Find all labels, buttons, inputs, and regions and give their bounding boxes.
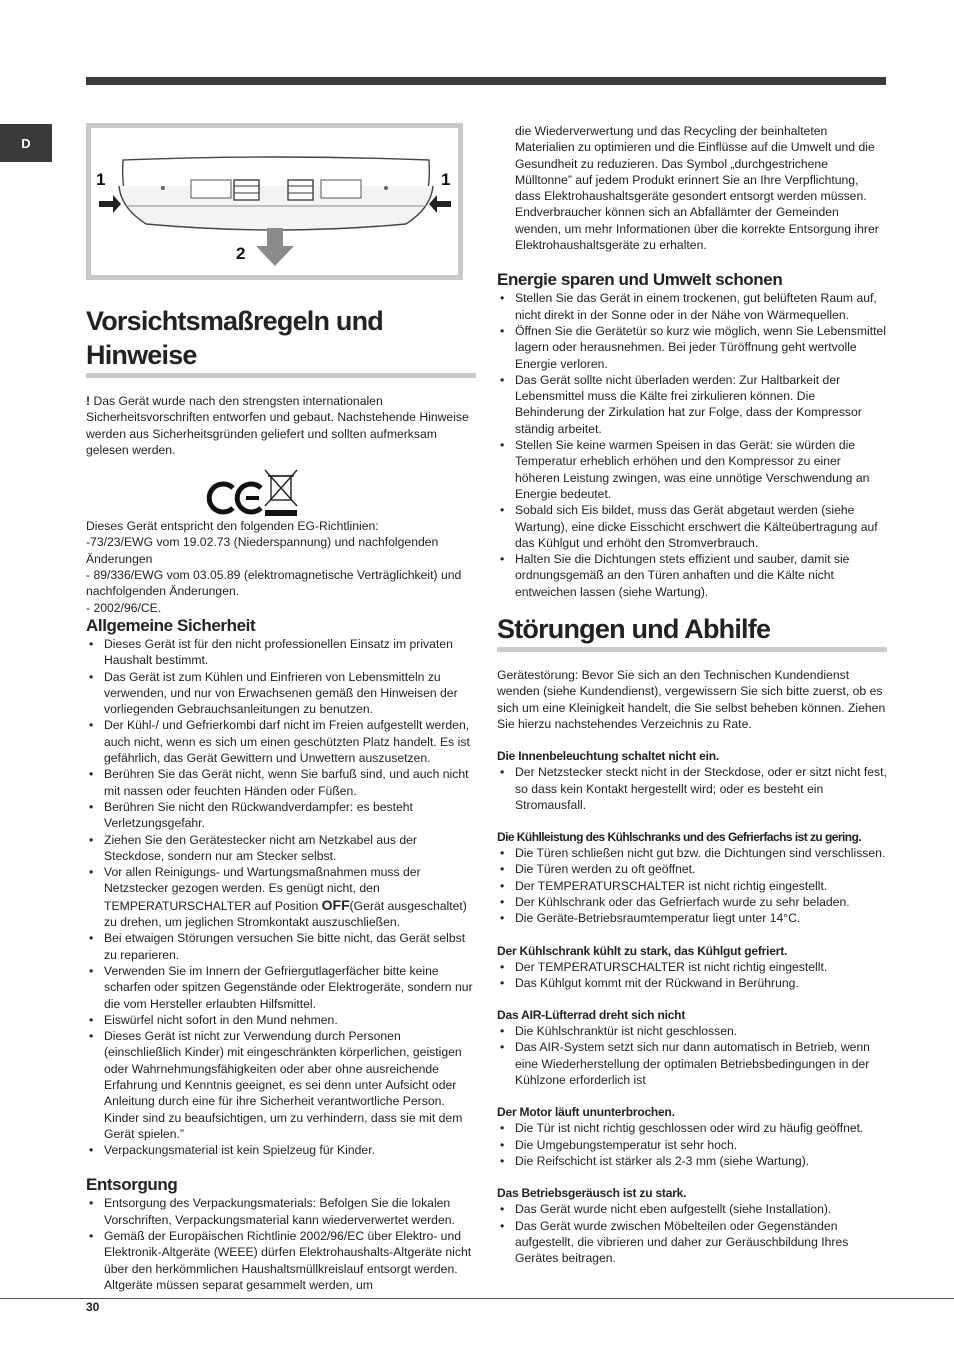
heading-general-safety: Allgemeine Sicherheit [86, 615, 256, 635]
list-item: • Berühren Sie nicht den Rückwandverdampfer: es besteht Verletzungsgefahr. [86, 799, 476, 832]
energy-list [497, 290, 887, 600]
list-item: • Die Geräte-Betriebsraumtemperatur liegt unter 14°C. [497, 910, 887, 926]
list-item: • Der TEMPERATURSCHALTER ist nicht richtig eingestellt. [497, 959, 887, 975]
ce-mark-icon [209, 484, 261, 512]
figure-label-2: 2 [236, 244, 246, 263]
off-text-pre: Vor allen Reinigungs- und Wartungsmaßnahmen muss der Netzstecker gezogen werden. Es genügt nicht, den TEMPERATURSCHALTER auf Position [104, 865, 421, 913]
top-rule [86, 77, 886, 85]
list-item: • Bei etwaigen Störungen versuchen Sie bitte nicht, das Gerät selbst zu reparieren. [86, 930, 476, 963]
list-item: • Halten Sie die Dichtungen stets effizient und sauber, damit sie ordnungsgemäß an den Türen anhaften und die Kälte nicht entweichen lassen (siehe Wartung). [497, 551, 887, 600]
section-title-precautions: Vorsichtsmaßregeln und Hinweise [86, 304, 476, 378]
disposal-continued: die Wiederverwertung und das Recycling der beinhalteten Materialien zu optimieren und die Einflüsse auf die Umwelt und die Gesundheit zu reduzieren. Das Symbol „durchgestrichene Mülltonne” auf jedem Produkt erinnert Sie an Ihre Verpflichtung, dass Elektrohaushaltsgeräte gesondert entsorgt werden müssen. Endverbraucher können sich an Abfallämter der Gemeinden wenden, um mehr Informationen über die korrekte Entsorgung ihrer Elektrohaushaltsgeräte zu erhalten. [515, 124, 879, 253]
directives-block [86, 518, 476, 616]
bottom-rule [0, 1298, 954, 1299]
list-item: • Das AIR-System setzt sich nur dann automatisch in Betrieb, wenn eine Wiederherstellung der optimalen Betriebsbedingungen in der Kühlzone erforderlich ist [497, 1039, 887, 1088]
heading-energy: Energie sparen und Umwelt schonen [497, 270, 783, 290]
list-item: • Eiswürfel nicht sofort in den Mund nehmen. [86, 1012, 476, 1028]
list-item: • Stellen Sie das Gerät in einem trockenen, gut belüfteten Raum auf, nicht direkt in der Sonne oder in der Nähe von Wärmequellen. [497, 290, 887, 323]
fault-heading: Die Innenbeleuchtung schaltet nicht ein. [497, 749, 720, 764]
list-item: • Die Kühlschranktür ist nicht geschlossen. [497, 1023, 887, 1039]
figure-label-1-right: 1 [441, 170, 451, 189]
fault-heading: Das Betriebsgeräusch ist zu stark. [497, 1186, 687, 1201]
list-item: • Die Türen werden zu oft geöffnet. [497, 861, 887, 877]
left-column [86, 304, 476, 1293]
disposal-list [86, 1195, 476, 1293]
list-item: • Ziehen Sie den Gerätestecker nicht am Netzkabel aus der Steckdose, sondern nur am Stecker selbst. [86, 832, 476, 865]
list-item: • Öffnen Sie die Gerätetür so kurz wie möglich, wenn Sie Lebensmittel lagern oder herausnehmen. Bei jeder Türöffnung geht wertvolle Energie verloren. [497, 323, 887, 372]
fault-group [497, 1104, 887, 1169]
warning-mark: ! [86, 394, 91, 408]
lamp-cover-illustration [91, 128, 458, 275]
list-item: • Das Gerät wurde nicht eben aufgestellt (siehe Installation). [497, 1201, 887, 1217]
list-item: • Der Netzstecker steckt nicht in der Steckdose, oder er sitzt nicht fest, so dass kein Kontakt hergestellt wird; oder es besteht ein Stromausfall. [497, 764, 887, 813]
list-item [86, 864, 476, 930]
fault-heading: Der Kühlschrank kühlt zu stark, das Kühlgut gefriert. [497, 943, 788, 958]
list-item: • Die Türen schließen nicht gut bzw. die Dichtungen sind verschlissen. [497, 845, 887, 861]
list-item: • Berühren Sie das Gerät nicht, wenn Sie barfuß sind, und auch nicht mit nassen oder feuchten Händen oder Füßen. [86, 766, 476, 799]
list-item: • Verpackungsmaterial ist kein Spielzeug für Kinder. [86, 1142, 476, 1158]
list-item: • Das Gerät ist zum Kühlen und Einfrieren von Lebensmitteln zu verwenden, und nur von Erwachsenen gemäß den Hinweisen der vorliegenden Gebrauchsanleitungen zu benutzen. [86, 669, 476, 718]
list-item: • Die Reifschicht ist stärker als 2-3 mm (siehe Wartung). [497, 1153, 887, 1169]
list-item: • Der Kühl-/ und Gefrierkombi darf nicht im Freien aufgestellt werden, auch nicht, wenn es sich um einen geschützten Platz handelt. Es ist gefährlich, das Gerät Gewittern und Unwettern auszusetzen. [86, 717, 476, 766]
list-item: • Dieses Gerät ist nicht zur Verwendung durch Personen (einschließlich Kinder) mit eingeschränkten körperlichen, geistigen oder Wahrnehmungsfähigkeiten oder aber ohne ausreichende Erfahrung und Kenntnis geeignet, es sei denn unter Aufsicht oder Anleitung durch eine für ihre Sicherheit verantwortliche Person. Kinder sind zu beaufsichtigen, um zu verhindern, dass sie mit dem Gerät spielen.” [86, 1028, 476, 1142]
lamp-cover-figure [86, 123, 463, 280]
language-tab: D [0, 124, 52, 162]
off-label: OFF [321, 896, 350, 913]
fault-heading: Der Motor läuft ununterbrochen. [497, 1105, 675, 1120]
figure-frame [91, 128, 458, 275]
list-item: • Der Kühlschrank oder das Gefrierfach wurde zu sehr beladen. [497, 894, 887, 910]
off-text-post: (Gerät ausgeschaltet) zu drehen, um jeglichen Stromkontakt auszuschließen. [104, 898, 467, 930]
fault-group [497, 829, 887, 926]
list-item: • Die Tür ist nicht richtig geschlossen oder wird zu häufig geöffnet. [497, 1120, 887, 1136]
directive-line: Dieses Gerät entspricht den folgenden EG-Richtlinien: [86, 519, 379, 534]
fault-heading: Das AIR-Lüfterrad dreht sich nicht [497, 1008, 686, 1023]
fault-group [497, 748, 887, 813]
list-item: • Der TEMPERATURSCHALTER ist nicht richtig eingestellt. [497, 878, 887, 894]
list-item: • Stellen Sie keine warmen Speisen in das Gerät: sie würden die Temperatur erheblich erhöhen und den Kompressor zu einer höheren Leistung zwingen, was eine unnötige Verschwendung an Energie bedeutet. [497, 437, 887, 502]
list-item: • Dieses Gerät ist für den nicht professionellen Einsatz im privaten Haushalt bestimmt. [86, 636, 476, 669]
figure-label-1-left: 1 [96, 170, 106, 189]
list-item: • Entsorgung des Verpackungsmaterials: Befolgen Sie die lokalen Vorschriften, Verpackungsmaterial kann wiederverwertet werden. [86, 1195, 476, 1228]
list-item: • Die Umgebungstemperatur ist sehr hoch. [497, 1137, 887, 1153]
fault-group [497, 943, 887, 992]
fault-heading: Die Kühlleistung des Kühlschranks und des Gefrierfachs ist zu gering. [497, 830, 862, 845]
directive-line: - 2002/96/CE. [86, 600, 162, 615]
fault-group [497, 1185, 887, 1266]
safety-list [86, 636, 476, 1159]
troubleshooting-intro: Gerätestörung: Bevor Sie sich an den Technischen Kundendienst wenden (siehe Kundendienst), vergewissern Sie sich bitte zuerst, ob es sich um eine Kleinigkeit handelt, die Sie selbst beheben können. Ziehen Sie hierzu nachstehendes Verzeichnis zu Rate. [497, 668, 886, 731]
page-number: 30 [86, 1300, 100, 1314]
list-item: • Sobald sich Eis bildet, muss das Gerät abgetaut werden (siehe Wartung), eine dicke Eisschicht erschwert die Kälteübertragung auf das Kühlgut und erhöht den Stromverbrauch. [497, 502, 887, 551]
intro-paragraph [86, 393, 476, 458]
intro-text: Das Gerät wurde nach den strengsten internationalen Sicherheitsvorschriften entworfen und gebaut. Nachstehende Hinweise werden aus Sicherheitsgründen geliefert und sollten aufmerksam gelesen werden. [86, 394, 469, 457]
heading-disposal: Entsorgung [86, 1175, 178, 1195]
list-item: • Das Kühlgut kommt mit der Rückwand in Berührung. [497, 975, 887, 991]
list-item: • Das Gerät sollte nicht überladen werden: Zur Haltbarkeit der Lebensmittel muss die Kälte frei zirkulieren können. Die Behinderung der Zirkulation hat zur Folge, dass der Kompressor ständig arbeitet. [497, 372, 887, 437]
directive-line: -73/23/EWG vom 19.02.73 (Niederspannung) und nachfolgenden Änderungen [86, 535, 439, 566]
directive-line: - 89/336/EWG vom 03.05.89 (elektromagnetische Verträglichkeit) und nachfolgenden Änderungen. [86, 568, 462, 599]
crossed-bin-icon [265, 470, 297, 516]
list-item: • Verwenden Sie im Innern der Gefriergutlagerfächer bitte keine scharfen oder spitzen Gegenstände oder Elektrogeräte, sondern nur die vom Hersteller erlaubten Hilfsmittel. [86, 963, 476, 1012]
list-item: • Gemäß der Europäischen Richtlinie 2002/96/EC über Elektro- und Elektronik-Altgeräte (WEEE) dürfen Elektrohaushalts-Altgeräte nicht über den herkömmlichen Haushaltsmüllkreislauf entsorgt werden. Altgeräte müssen separat gesammelt werden, um [86, 1228, 476, 1293]
conformity-icons [86, 458, 476, 518]
right-column [497, 123, 887, 1266]
section-title-troubleshooting: Störungen und Abhilfe [497, 612, 887, 652]
list-item: • Das Gerät wurde zwischen Möbelteilen oder Gegenständen aufgestellt, die vibrieren und daher zur Geräuschbildung Ihres Gerätes beitragen. [497, 1218, 887, 1267]
fault-group [497, 1007, 887, 1088]
